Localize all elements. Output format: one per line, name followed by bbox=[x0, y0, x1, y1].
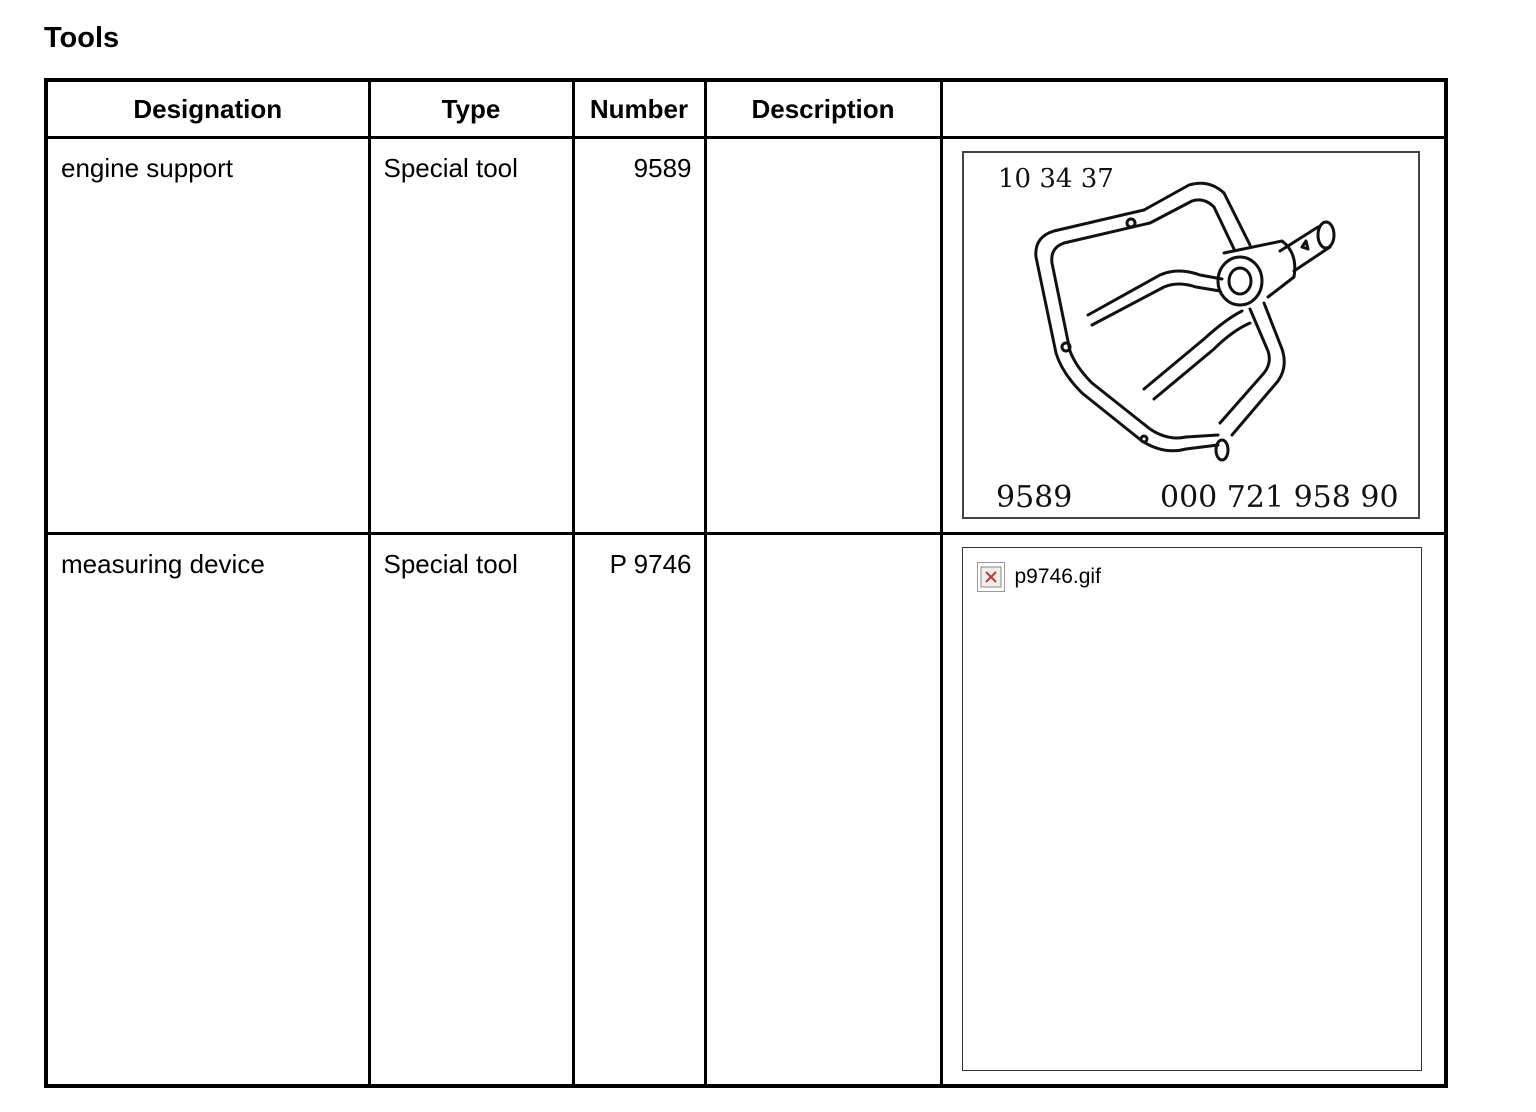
tool-illustration bbox=[962, 151, 1420, 519]
header-image bbox=[941, 80, 1446, 138]
cell-description bbox=[705, 534, 941, 1086]
page-title: Tools bbox=[44, 22, 120, 54]
table-row bbox=[46, 534, 1446, 1086]
designation-text: engine support bbox=[61, 153, 234, 183]
table-header-row bbox=[46, 80, 1446, 138]
header-number: Number bbox=[573, 80, 705, 138]
image-filename: p9746.gif bbox=[1014, 565, 1101, 588]
designation-text: measuring device bbox=[61, 549, 265, 579]
cell-type bbox=[369, 534, 573, 1086]
broken-image-placeholder bbox=[962, 547, 1422, 1071]
number-text: P 9746 bbox=[609, 549, 692, 579]
header-designation: Designation bbox=[46, 80, 369, 138]
cell-image bbox=[941, 138, 1446, 534]
cell-description bbox=[705, 138, 941, 534]
cell-number bbox=[573, 534, 705, 1086]
drawing-label-right: 000 721 958 90 bbox=[1159, 480, 1399, 515]
cell-image bbox=[941, 534, 1446, 1086]
number-text: 9589 bbox=[633, 153, 692, 183]
engine-support-drawing bbox=[964, 153, 1418, 517]
drawing-label-top: 10 34 37 bbox=[997, 164, 1114, 194]
cell-designation bbox=[46, 138, 369, 534]
table-row bbox=[46, 138, 1446, 534]
drawing-label-left: 9589 bbox=[995, 480, 1072, 515]
type-text: Special tool bbox=[383, 153, 518, 183]
cell-number bbox=[573, 138, 705, 534]
cell-type bbox=[369, 138, 573, 534]
description-text bbox=[707, 535, 940, 549]
description-text bbox=[707, 139, 940, 153]
broken-image-icon bbox=[977, 562, 1005, 592]
header-description: Description bbox=[705, 80, 941, 138]
tools-table bbox=[44, 78, 1448, 1088]
type-text: Special tool bbox=[383, 549, 518, 579]
cell-designation bbox=[46, 534, 369, 1086]
header-type: Type bbox=[369, 80, 573, 138]
